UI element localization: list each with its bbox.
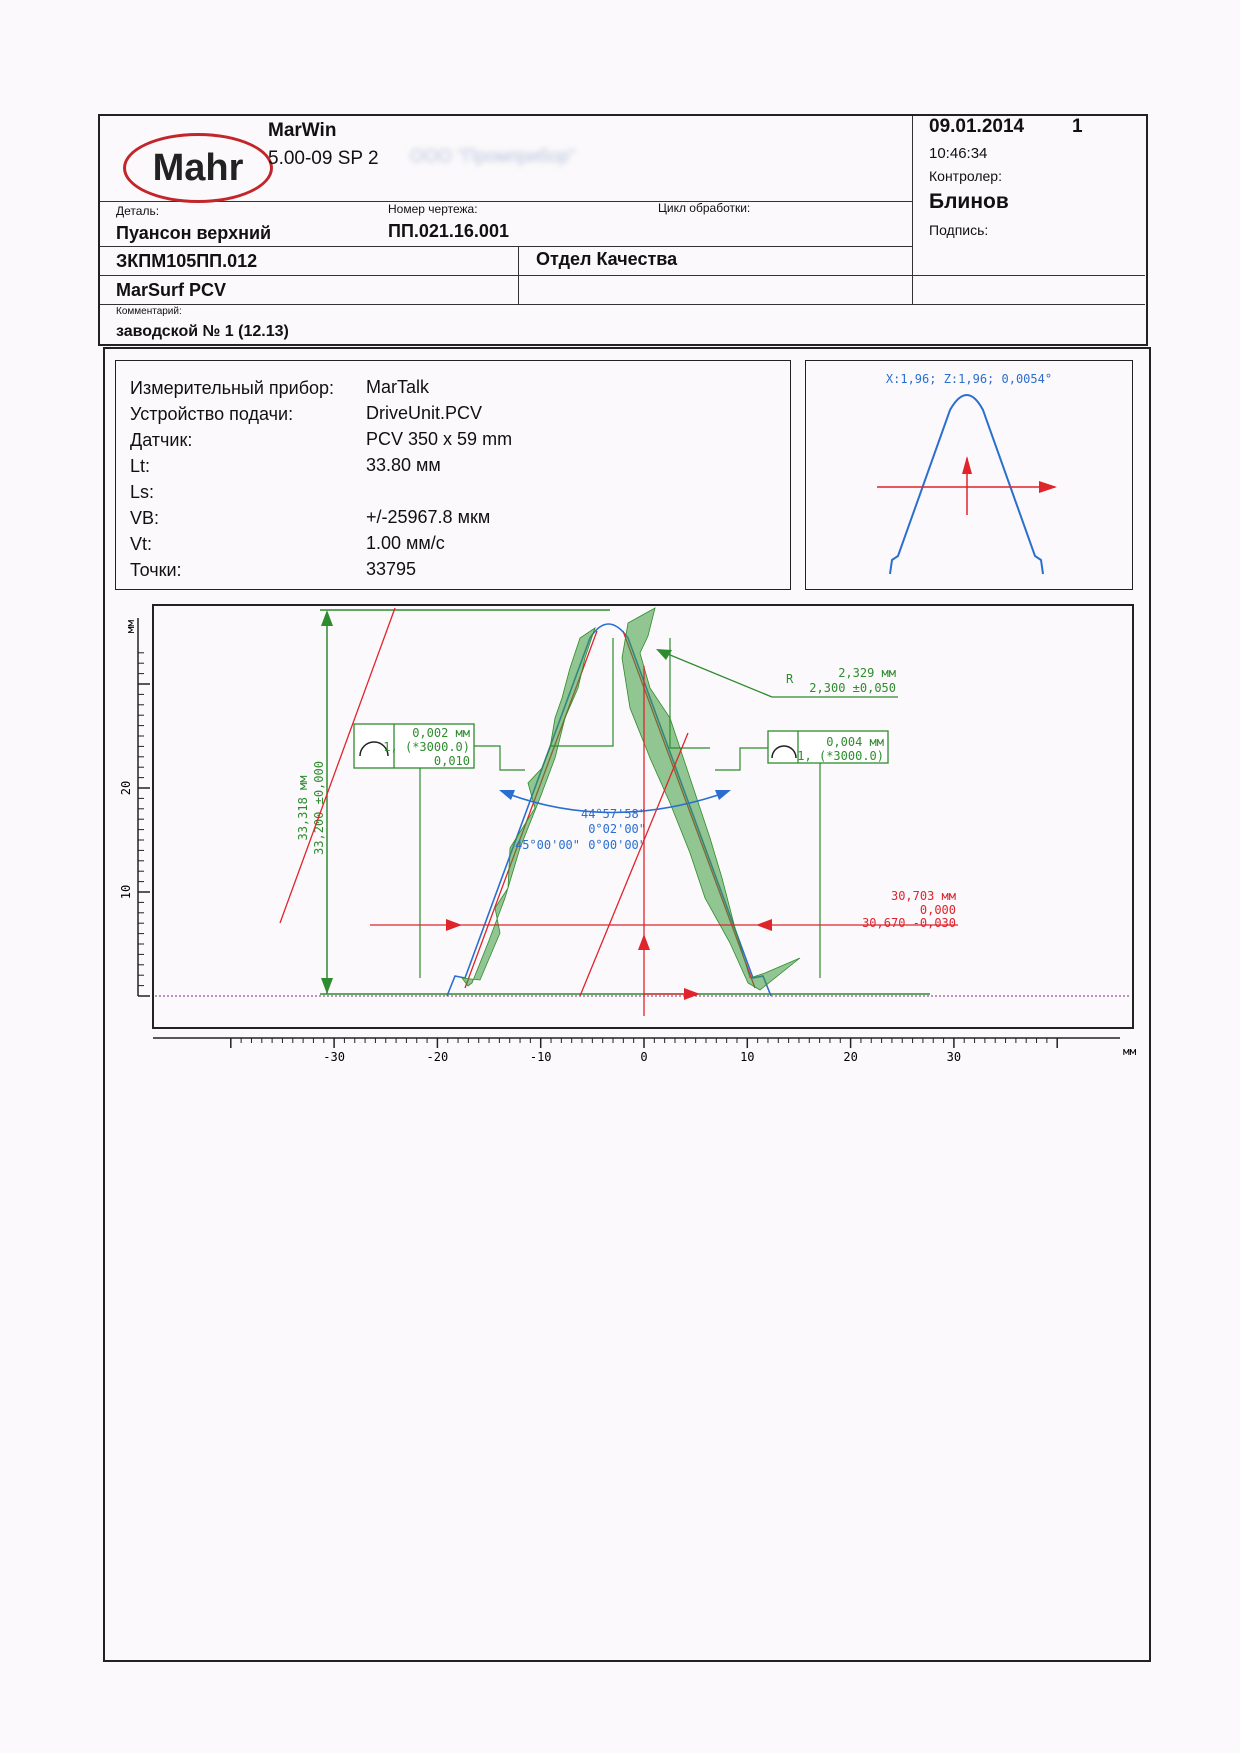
left-form-value: 0,002 мм xyxy=(412,726,470,740)
right-form-scale: 1, (*3000.0) xyxy=(797,749,884,763)
feed-unit-value: DriveUnit.PCV xyxy=(366,403,483,423)
x-tick-label: -20 xyxy=(426,1050,449,1064)
radius-nominal: 2,300 ±0,050 xyxy=(809,681,896,695)
header-vsep-dept xyxy=(518,247,519,304)
part-code: ЗКПМ105ПП.012 xyxy=(116,251,258,271)
radius-measured: 2,329 мм xyxy=(838,666,896,680)
x-tick-label: 0 xyxy=(640,1050,648,1064)
left-form-leader xyxy=(474,746,525,770)
angle-tolerance: 0°00'00" xyxy=(588,838,646,852)
instrument-label: Измерительный прибор: xyxy=(130,378,335,398)
x-tick-label: -10 xyxy=(529,1050,552,1064)
height-measured: 33,318 мм xyxy=(296,775,310,841)
overview-diagram xyxy=(805,360,1133,590)
vb-value: +/-25967.8 мкм xyxy=(366,507,491,527)
header-divider-4 xyxy=(100,304,1145,305)
angle-nominal: 45°00'00" xyxy=(514,838,580,852)
right-form-leader xyxy=(715,748,768,770)
x-tick-label: 10 xyxy=(740,1050,755,1064)
right-form-value: 0,004 мм xyxy=(826,735,884,749)
report-date: 09.01.2014 xyxy=(929,116,1025,137)
height-dim-top-arrow xyxy=(321,610,333,626)
sensor-label: Датчик: xyxy=(130,430,193,450)
feed-unit-label: Устройство подачи: xyxy=(130,404,294,424)
controller-label: Контролер: xyxy=(929,168,1002,184)
overview-z-arrowhead xyxy=(962,456,972,474)
width-dim-right-arrow xyxy=(756,919,772,931)
lt-value: 33.80 мм xyxy=(366,455,441,475)
controller-name: Блинов xyxy=(929,190,1009,213)
x-tick-label: 30 xyxy=(946,1050,962,1064)
angle-deviation: 0°02'00" xyxy=(588,822,646,836)
cycle-label: Цикл обработки: xyxy=(658,201,751,215)
angle-measured: 44°57'58" xyxy=(580,807,646,821)
report-time: 10:46:34 xyxy=(929,145,988,162)
drawing-value: ПП.021.16.001 xyxy=(388,221,509,241)
right-top-leader xyxy=(670,638,710,748)
profile-chart xyxy=(110,598,1140,1068)
overview-caption: X:1,96; Z:1,96; 0,0054° xyxy=(885,372,1053,386)
vt-label: Vt: xyxy=(130,534,153,554)
x-axis-ticks xyxy=(231,1038,1057,1064)
instrument-value: MarTalk xyxy=(366,377,430,397)
radius-leader xyxy=(658,650,772,697)
product-version: 5.00-09 SP 2 xyxy=(268,148,379,169)
x-axis-unit: мм xyxy=(1123,1045,1137,1058)
right-reference-line xyxy=(580,733,688,996)
mahr-logo: Mahr xyxy=(123,133,273,203)
left-form-scale: 1, (*3000.0) xyxy=(383,740,470,754)
vb-label: VB: xyxy=(130,508,160,528)
x-origin-arrowhead xyxy=(684,988,700,1000)
program-name: MarSurf PCV xyxy=(116,280,227,300)
vt-value: 1.00 мм/с xyxy=(366,533,445,553)
x-tick-label: -30 xyxy=(323,1050,345,1064)
y-axis-unit: мм xyxy=(124,620,137,634)
part-value: Пуансон верхний xyxy=(116,223,272,243)
width-deviation: 0,000 xyxy=(919,903,956,917)
center-axis-arrow xyxy=(638,934,650,950)
right-deviation-hatch xyxy=(622,608,800,990)
comment-value: заводской № 1 (12.13) xyxy=(116,323,289,340)
radius-label: R xyxy=(786,672,794,686)
overview-x-arrowhead xyxy=(1039,481,1057,493)
sensor-value: PCV 350 x 59 mm xyxy=(366,429,513,449)
width-nominal: 30,670 -0,030 xyxy=(862,916,956,930)
y-tick-label: 10 xyxy=(119,884,133,900)
points-label: Точки: xyxy=(130,560,182,580)
width-measured: 30,703 мм xyxy=(890,889,956,903)
signature-label: Подпись: xyxy=(929,222,989,238)
angle-arrow-right xyxy=(715,790,731,800)
department: Отдел Качества xyxy=(536,249,678,269)
comment-label: Комментарий: xyxy=(116,306,182,317)
drawing-label: Номер чертежа: xyxy=(388,202,478,216)
points-value: 33795 xyxy=(366,559,417,579)
width-dim-left-arrow xyxy=(446,919,462,931)
height-dim-bottom-arrow xyxy=(321,978,333,994)
y-tick-label: 20 xyxy=(119,780,133,796)
lt-label: Lt: xyxy=(130,456,151,476)
y-axis-ticks xyxy=(119,653,150,996)
header-divider-3 xyxy=(100,275,1145,276)
ls-label: Ls: xyxy=(130,482,155,502)
header-divider-2 xyxy=(100,246,913,247)
angle-arrow-left xyxy=(499,790,515,800)
page-number: 1 xyxy=(1072,116,1083,137)
part-label: Деталь: xyxy=(116,204,160,218)
product-name: MarWin xyxy=(268,120,337,141)
header-vsep-right xyxy=(912,116,913,304)
company-name-blurred: ООО "Промприбор" xyxy=(410,146,576,166)
left-form-tol: 0,010 xyxy=(433,754,470,768)
height-nominal: 33,200 ±0,000 xyxy=(312,761,326,855)
x-tick-label: 20 xyxy=(843,1050,858,1064)
